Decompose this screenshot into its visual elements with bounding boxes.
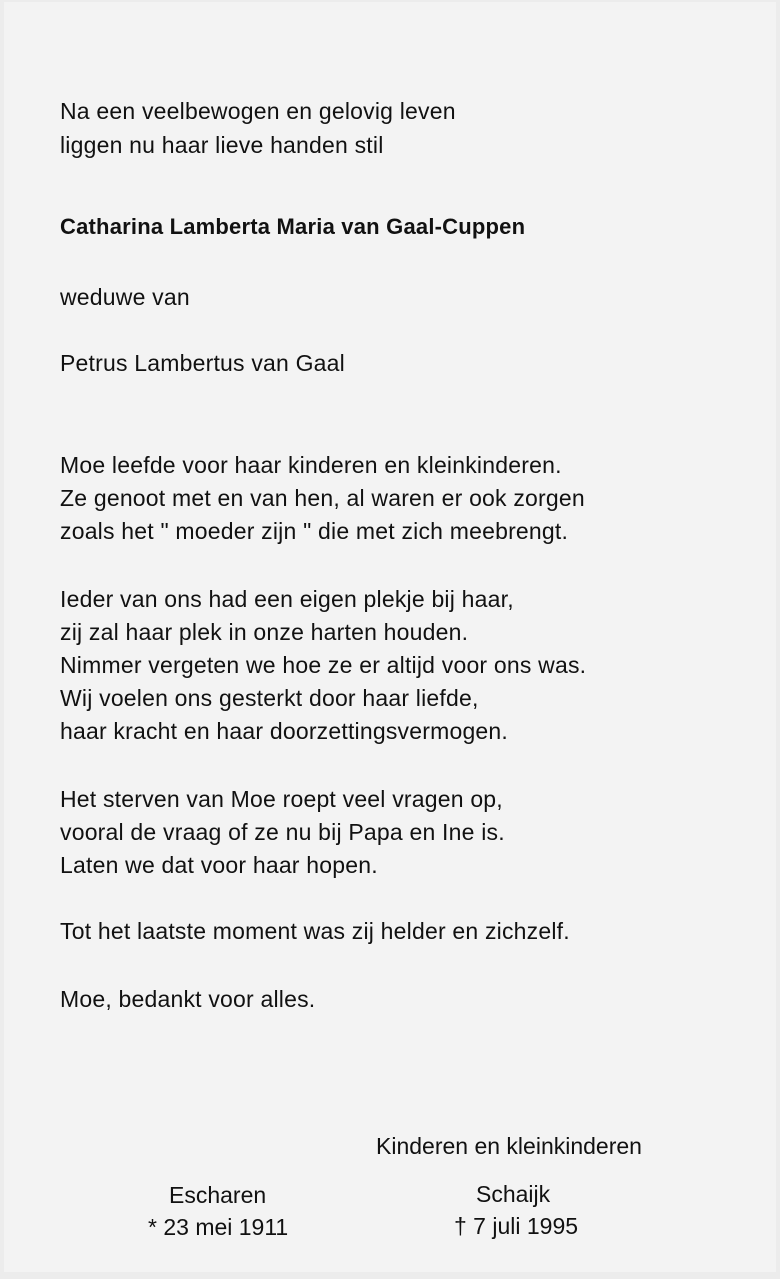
memorial-card: [4, 2, 776, 1272]
intro-line-1: Na een veelbewogen en gelovig leven: [60, 98, 456, 124]
paragraph-2-line-3: Nimmer vergeten we hoe ze er altijd voor ons was.: [60, 652, 587, 678]
paragraph-2-line-4: Wij voelen ons gesterkt door haar liefde,: [60, 685, 479, 711]
paragraph-1-line-3: zoals het " moeder zijn " die met zich meebrengt.: [60, 518, 569, 544]
birth-date: * 23 mei 1911: [148, 1214, 289, 1240]
paragraph-4: Tot het laatste moment was zij helder en zichzelf.: [60, 918, 570, 944]
intro-line-2: liggen nu haar lieve handen stil: [60, 132, 384, 158]
deceased-name: Catharina Lamberta Maria van Gaal-Cuppen: [60, 214, 526, 239]
paragraph-3-line-3: Laten we dat voor haar hopen.: [60, 852, 378, 878]
paragraph-1-line-2: Ze genoot met en van hen, al waren er ook zorgen: [60, 485, 585, 511]
spouse-name: Petrus Lambertus van Gaal: [60, 350, 345, 376]
relation-text: weduwe van: [60, 284, 190, 310]
paragraph-2-line-2: zij zal haar plek in onze harten houden.: [60, 619, 469, 645]
death-place: Schaijk: [476, 1181, 551, 1207]
paragraph-3-line-1: Het sterven van Moe roept veel vragen op,: [60, 786, 503, 812]
paragraph-2-line-5: haar kracht en haar doorzettingsvermogen.: [60, 718, 509, 744]
birth-place: Escharen: [169, 1182, 267, 1208]
death-date: † 7 juli 1995: [454, 1213, 579, 1239]
paragraph-1-line-1: Moe leefde voor haar kinderen en kleinkinderen.: [60, 452, 562, 478]
paragraph-5: Moe, bedankt voor alles.: [60, 986, 316, 1012]
signature: Kinderen en kleinkinderen: [376, 1133, 642, 1159]
paragraph-2-line-1: Ieder van ons had een eigen plekje bij haar,: [60, 586, 514, 612]
paragraph-3-line-2: vooral de vraag of ze nu bij Papa en Ine is.: [60, 819, 505, 845]
